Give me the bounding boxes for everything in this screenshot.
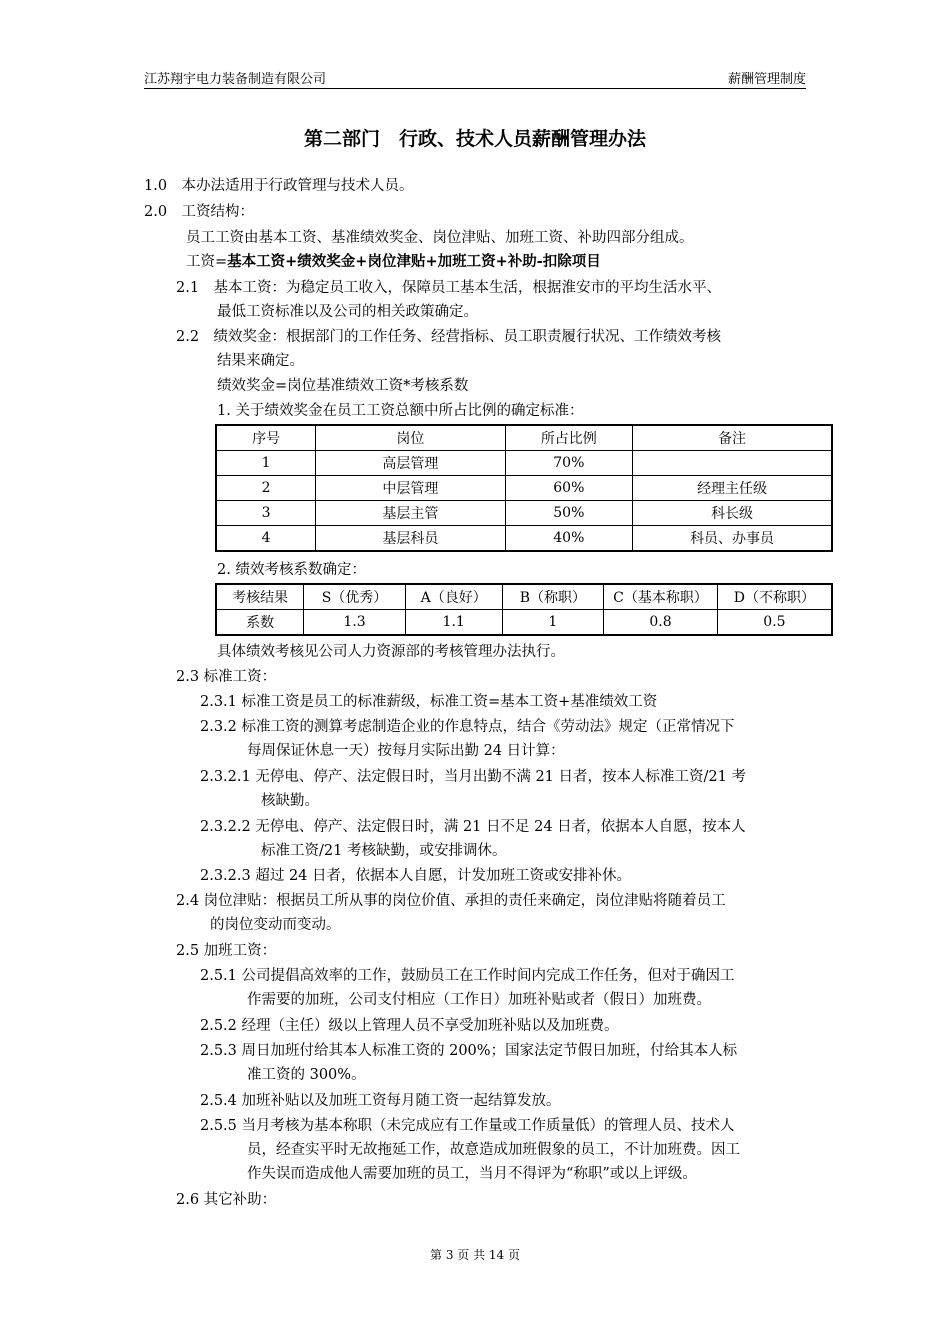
table-cell: 3 [216,501,316,526]
para-2-4-cont: 的岗位变动而变动。 [210,917,341,933]
para-2-2-cont: 结果来确定。 [217,353,304,369]
para-2-5-3-cont: 准工资的 300%。 [247,1067,366,1083]
table-cell: 70% [505,451,633,476]
para-2-3-2-cont: 每周保证休息一天）按每月实际出勤 24 日计算： [247,743,565,759]
table-cell [633,451,832,476]
header-company: 江苏翔宇电力装备制造有限公司 [144,72,327,87]
para-2-5-2: 2.5.2 经理（主任）级以上管理人员不享受加班补贴以及加班费。 [200,1018,619,1034]
table-cell: 0.5 [717,610,832,636]
para-2-0: 2.0 工资结构： [144,204,255,220]
table-cell: 经理主任级 [633,476,832,501]
para-2-0-body: 员工工资由基本工资、基准绩效奖金、岗位津贴、加班工资、补助四部分组成。 [186,230,694,246]
para-2-3-2-1: 2.3.2.1 无停电、停产、法定假日时，当月出勤不满 21 日者，按本人标准工资/21 考 [200,769,746,785]
table-cell: 4 [216,526,316,552]
header-doc-name: 薪酬管理制度 [727,72,806,87]
table-cell: 基层科员 [316,526,505,552]
table-cell: 1 [216,451,316,476]
table-cell: 60% [505,476,633,501]
para-2-2: 2.2 绩效奖金：根据部门的工作任务、经营指标、员工职责履行状况、工作绩效考核 [176,329,722,345]
formula-prefix: 工资= [186,254,228,270]
para-2-5-1-cont: 作需要的加班，公司支付相应（工作日）加班补贴或者（假日）加班费。 [247,992,711,1008]
salary-formula [186,250,601,274]
table-header-row [216,584,832,610]
para-2-3-1: 2.3.1 标准工资是员工的标准薪级，标准工资=基本工资+基准绩效工资 [200,694,658,710]
para-2-4: 2.4 岗位津贴：根据员工所从事的岗位价值、承担的责任来确定，岗位津贴将随着员工 [176,893,726,909]
table-cell: 1.3 [304,610,406,636]
table-cell: 系数 [216,610,304,636]
para-1-0: 1.0 本办法适用于行政管理与技术人员。 [144,178,414,194]
table-header-row [216,425,832,451]
table-cell: 高层管理 [316,451,505,476]
para-2-5-1: 2.5.1 公司提倡高效率的工作，鼓励员工在工作时间内完成工作任务，但对于确因工 [200,968,735,984]
page-footer: 第 3 页 共 14 页 [430,1248,520,1262]
table-cell: 中层管理 [316,476,505,501]
table-header-cell: 序号 [216,425,316,451]
table-cell: 1 [502,610,604,636]
para-2-3-2-1-cont: 核缺勤。 [261,793,319,809]
para-2-3-2-3: 2.3.2.3 超过 24 日者，依据本人自愿，计发加班工资或安排补休。 [200,868,632,884]
para-2-2-item2: 2. 绩效考核系数确定： [217,562,366,578]
table-cell: 科长级 [633,501,832,526]
para-2-3-2: 2.3.2 标准工资的测算考虑制造企业的作息特点，结合《劳动法》规定（正常情况下 [200,719,735,735]
para-2-5-5: 2.5.5 当月考核为基本称职（未完成应有工作量或工作质量低）的管理人员、技术人 [200,1118,735,1134]
table-row [216,476,832,501]
table-header-cell: 岗位 [316,425,505,451]
table-row [216,451,832,476]
table-cell: 50% [505,501,633,526]
para-2-2-note: 具体绩效考核见公司人力资源部的考核管理办法执行。 [217,644,565,660]
table-header-cell: C（基本称职） [604,584,718,610]
table-row [216,526,832,552]
table-cell: 2 [216,476,316,501]
para-2-6: 2.6 其它补助： [176,1192,277,1208]
page-title: 第二部门 行政、技术人员薪酬管理办法 [303,128,646,150]
bonus-ratio-table [215,424,833,552]
bonus-formula: 绩效奖金=岗位基准绩效工资*考核系数 [217,378,469,394]
table-cell: 1.1 [405,610,502,636]
para-2-3: 2.3 标准工资： [176,669,277,685]
coefficient-table [215,583,833,636]
para-2-5-5-cont2: 作失误而造成他人需要加班的员工，当月不得评为“称职”或以上评级。 [247,1166,697,1182]
table-header-cell: 备注 [633,425,832,451]
table-header-cell: 考核结果 [216,584,304,610]
para-2-3-2-2-cont: 标准工资/21 考核缺勤，或安排调休。 [261,843,507,859]
para-2-2-item1: 1. 关于绩效奖金在员工工资总额中所占比例的确定标准： [217,403,584,419]
table-cell: 基层主管 [316,501,505,526]
para-2-5-4: 2.5.4 加班补贴以及加班工资每月随工资一起结算发放。 [200,1093,561,1109]
table-row [216,501,832,526]
table-cell: 40% [505,526,633,552]
table-cell: 科员、办事员 [633,526,832,552]
table-header-cell: D（不称职） [717,584,832,610]
table-header-cell: B（称职） [502,584,604,610]
para-2-1-cont: 最低工资标准以及公司的相关政策确定。 [217,304,478,320]
table-header-cell: 所占比例 [505,425,633,451]
para-2-5-5-cont1: 员，经查实平时无故拖延工作，故意造成加班假象的员工，不计加班费。因工 [247,1142,740,1158]
header-rule [144,88,806,89]
para-2-5-3: 2.5.3 周日加班付给其本人标准工资的 200%；国家法定节假日加班，付给其本人标 [200,1043,738,1059]
table-cell: 0.8 [604,610,718,636]
para-2-1: 2.1 基本工资：为稳定员工收入，保障员工基本生活，根据淮安市的平均生活水平、 [176,280,722,296]
formula-items: 基本工资+绩效奖金+岗位津贴+加班工资+补助-扣除项目 [227,253,601,270]
table-header-cell: S（优秀） [304,584,406,610]
table-row [216,610,832,636]
para-2-5: 2.5 加班工资： [176,943,277,959]
table-header-cell: A（良好） [405,584,502,610]
para-2-3-2-2: 2.3.2.2 无停电、停产、法定假日时，满 21 日不足 24 日者，依据本人自愿，按本人 [200,819,746,835]
